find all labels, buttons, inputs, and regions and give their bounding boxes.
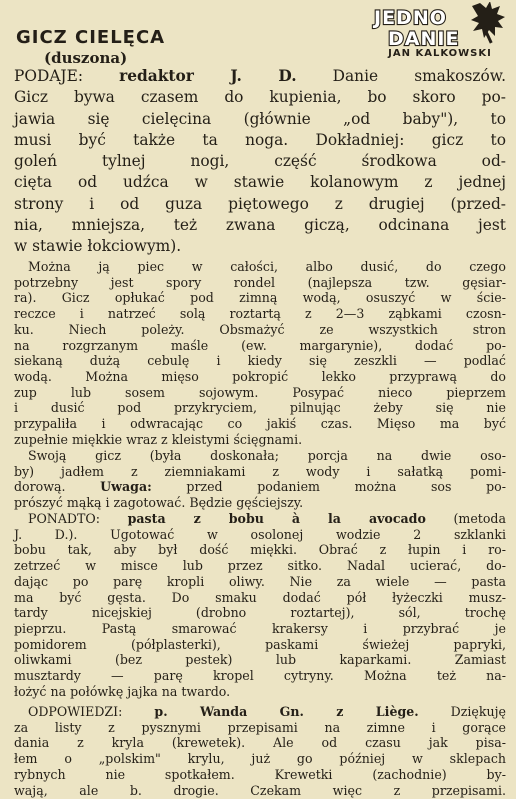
text-line — [14, 704, 506, 720]
text-line: J. D.). Ugotować w osolonej wodzie 2 szklanki — [14, 526, 506, 542]
article-subtitle: (duszona) — [44, 49, 128, 67]
text-line: w stawie łokciowym). — [14, 237, 182, 256]
section-label: ODPOWIEDZI: — [28, 704, 123, 719]
text-line: potrzebny jest spory rondel (najlepsza tzw. gęsiar- — [14, 274, 506, 290]
text-line: Swoją gicz (była doskonała; porcja na dwie oso- — [28, 448, 506, 463]
text-line: cięta od udźca w stawie kolanowym z jednej — [14, 173, 506, 192]
text-line: ku. Niech poleży. Obsmażyć ze wszystkich stron — [14, 321, 506, 337]
text-line: zetrzeć w misce lub przez sitko. Nadal ucierać, do- — [14, 558, 506, 574]
column-logo-artwork — [368, 2, 510, 50]
text-line: siekaną dużą cebulę i kiedy się zeszkli — podlać — [14, 353, 506, 369]
text-line: dania z kryla (krewetek). Ale od czasu jak pisa- — [14, 735, 506, 751]
section-label: PONADTO: — [28, 511, 100, 526]
paragraph-replies — [14, 704, 506, 798]
column-logo — [368, 2, 510, 64]
text-line: przypaliła i odwracając co jakiś czas. Mięso ma być — [14, 416, 506, 432]
paragraph-serving — [14, 448, 506, 511]
text-line: rybnych nie spotkałem. Krewetki (zachodnie) by- — [14, 766, 506, 782]
text-line: bobu tak, aby był dość miękki. Obrać z łupin i ro- — [14, 542, 506, 558]
text-line: oliwkami (bez pestek) lub kaparkami. Zamiast — [14, 652, 506, 668]
text-fragment: Danie smakoszów. — [332, 67, 506, 85]
text-fragment: (metoda — [453, 511, 506, 526]
text-line: za listy z pysznymi przepisami na zimne i gorące — [14, 719, 506, 735]
text-line: tardy nicejskiej (drobno roztartej), sól, trochę — [14, 605, 506, 621]
text-line: pieprzu. Pastą smarować krakersy i przybrać je — [14, 620, 506, 636]
reader-name: p. Wanda Gn. z Liège. — [154, 704, 419, 719]
lead-label: PODAJE: — [14, 67, 84, 85]
text-line: jawia się cielęcina (głównie „od baby"), to — [14, 109, 506, 128]
text-line — [14, 66, 506, 87]
lead-paragraph — [14, 66, 506, 258]
text-line: nia, mniejsza, też zwana giczą, odcinana jest — [14, 216, 506, 235]
article-header — [0, 0, 516, 72]
text-line: pomidorem (półplasterki), paskami świeżej papryki, — [14, 636, 506, 652]
text-line: łożyć na połówkę jajka na twardo. — [14, 683, 231, 699]
paragraph-bean-paste — [14, 511, 506, 699]
text-line: ma być gęsta. Do smaku dodać pół łyżeczki musz- — [14, 589, 506, 605]
text-line: Można ją piec w całości, albo dusić, do czego — [28, 259, 506, 274]
text-line: zupełnie miękkie wraz z kleistymi ścięgnami. — [14, 431, 303, 447]
text-line: musi być także ta noga. Dokładniej: gicz to — [14, 130, 506, 149]
svg-text:DANIE: DANIE — [388, 28, 460, 50]
text-line: zup lub sosem sojowym. Posypać nieco pieprzem — [14, 384, 506, 400]
text-line: na rozgrzanym maśle (ew. margarynie), dodać po- — [14, 337, 506, 353]
text-line: Gicz bywa czasem do kupienia, bo skoro po- — [14, 88, 506, 107]
text-line: dając po parę kropli oliwy. Nie za wiele — pasta — [14, 573, 506, 589]
text-line — [14, 511, 506, 527]
article-title: GICZ CIELĘCA — [16, 27, 166, 48]
svg-text:JEDNO: JEDNO — [374, 7, 447, 29]
text-line: musztardy — parę kropel cytryny. Można też na- — [14, 668, 506, 684]
text-line: ra). Gicz opłukać pod zimną wodą, osuszyć w ście- — [14, 290, 506, 306]
lead-byline: redaktor J. D. — [119, 67, 297, 85]
text-line: goleń tylnej nogi, część środkowa od- — [14, 152, 506, 171]
text-line: dorową. Uwaga: przed podaniem można sos po- — [14, 479, 506, 495]
text-line: wodą. Można mięso pokropić lekko przyprawą do — [14, 368, 506, 384]
text-line: wają, ale b. drogie. Czekam więc z przepisami. — [14, 782, 506, 798]
recipe-heading: pasta z bobu à la avocado — [127, 511, 426, 526]
column-author: JAN KALKOWSKI — [388, 48, 492, 59]
text-line: strony i od guza piętowego z drugiej (przed- — [14, 194, 506, 213]
text-line: by) jadłem z ziemniakami z wody i sałatką pomi- — [14, 463, 506, 479]
text-line: i dusić pod przykryciem, pilnując żeby się nie — [14, 400, 506, 416]
text-line: reczce i natrzeć solą roztartą z 2—3 ząbkami czosn- — [14, 306, 506, 322]
paragraph-preparation — [14, 259, 506, 447]
text-line: łem o „polskim" krylu, już go później w sklepach — [14, 751, 506, 767]
text-line: prószyć mąką i zagotować. Będzie gęściejszy. — [14, 495, 304, 511]
text-fragment: Dziękuję — [450, 704, 506, 719]
uwaga-label: Uwaga: — [100, 479, 152, 495]
